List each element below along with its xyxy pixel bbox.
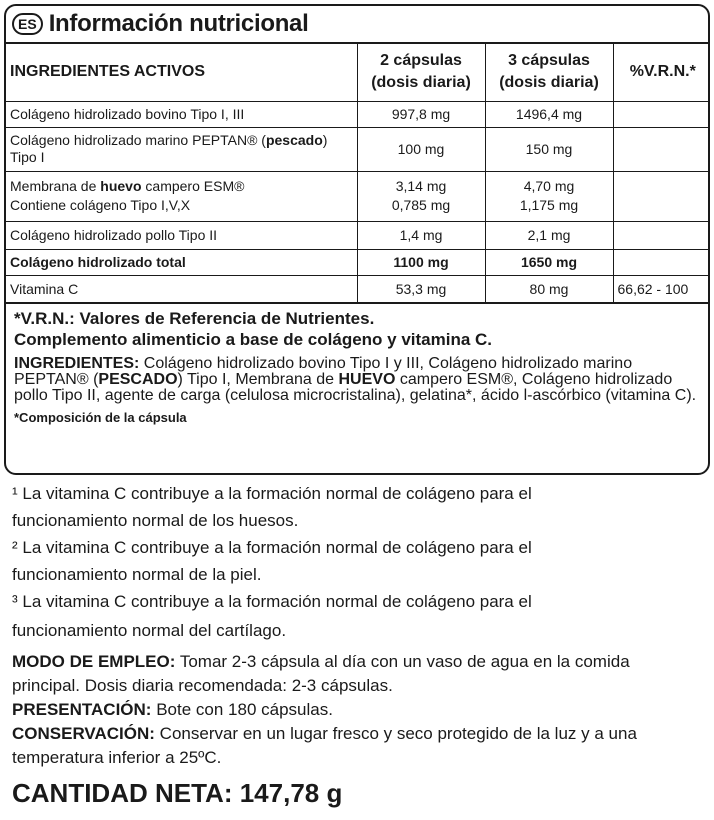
row-name-line1	[10, 177, 353, 196]
row-three-line1: 4,70 mg	[523, 178, 575, 194]
row-two-value: 1,4 mg	[357, 221, 485, 249]
row-two-value: 1100 mg	[357, 249, 485, 275]
footnote-line: funcionamiento normal de la piel.	[12, 565, 262, 584]
usage-mode	[12, 650, 702, 698]
conservation-label: CONSERVACIÓN:	[12, 724, 155, 743]
nutrition-panel	[4, 4, 710, 475]
row-two-line2: 0,785 mg	[391, 197, 451, 213]
row-three-value: 1650 mg	[485, 249, 613, 275]
presentation-label: PRESENTACIÓN:	[12, 700, 152, 719]
panel-title: Información nutricional	[48, 10, 309, 37]
row-name-part: ) Tipo I	[10, 132, 328, 165]
row-name	[6, 171, 357, 221]
row-three-value	[485, 171, 613, 221]
row-vrn-value	[613, 171, 710, 221]
row-name: Colágeno hidrolizado total	[6, 249, 357, 275]
header-two-line1: 2 cápsulas	[380, 52, 462, 70]
table-row-total	[6, 249, 710, 275]
row-two-value: 997,8 mg	[357, 101, 485, 127]
conservation-text: Conservar en un lugar fresco y seco protegido de la luz y a una temperatura inferior a 25ºC.	[12, 724, 637, 767]
row-two-line1: 3,14 mg	[395, 178, 447, 194]
ingredients-part: campero ESM®, Colágeno hidrolizado pollo Tipo II, agente de carga (celulosa microcristalina), gelatina*, ácido l-ascórbico (vitamina C).	[14, 371, 697, 404]
row-vrn-value: 66,62 - 100	[613, 275, 710, 303]
header-three-line1: 3 cápsulas	[508, 52, 590, 70]
row-name-part: Membrana de	[10, 178, 101, 194]
table-row	[6, 221, 710, 249]
allergen-text: PESCADO	[98, 371, 178, 388]
table-header-row	[6, 43, 710, 101]
row-name-line2: Contiene colágeno Tipo I,V,X	[10, 197, 191, 213]
ingredients-part: Colágeno hidrolizado bovino Tipo I y III, Colágeno hidrolizado marino PEPTAN® (	[14, 355, 633, 388]
usage-presentation	[12, 698, 702, 722]
header-two-line2: (dosis diaria)	[371, 74, 471, 92]
row-vrn-value	[613, 249, 710, 275]
row-vrn-value	[613, 127, 710, 171]
ingredients-part: ) Tipo I, Membrana de	[177, 371, 339, 388]
ingredients-text	[14, 356, 700, 404]
row-three-value: 2,1 mg	[485, 221, 613, 249]
vrn-definition: *V.R.N.: Valores de Referencia de Nutrientes.	[14, 309, 375, 328]
row-three-value: 1496,4 mg	[485, 101, 613, 127]
allergen-text: huevo	[100, 178, 142, 194]
panel-notes	[6, 304, 708, 425]
allergen-text: HUEVO	[338, 371, 396, 388]
row-two-value	[357, 171, 485, 221]
footnote-line: funcionamiento normal del cartílago.	[12, 621, 287, 640]
row-name	[6, 127, 357, 171]
table-row	[6, 171, 710, 221]
footnote-line: ¹ La vitamina C contribuye a la formación normal de colágeno para el	[12, 484, 532, 503]
nutrition-table	[6, 42, 710, 304]
usage-section	[12, 650, 702, 770]
row-name: Vitamina C	[6, 275, 357, 303]
header-two-capsules	[357, 43, 485, 101]
row-vrn-value	[613, 221, 710, 249]
row-two-value: 100 mg	[357, 127, 485, 171]
row-name: Colágeno hidrolizado pollo Tipo II	[6, 221, 357, 249]
header-ingredients: INGREDIENTES ACTIVOS	[6, 43, 357, 101]
row-vrn-value	[613, 101, 710, 127]
header-three-capsules	[485, 43, 613, 101]
presentation-text: Bote con 180 cápsulas.	[151, 700, 333, 719]
footnote-line: ³ La vitamina C contribuye a la formación normal de colágeno para el	[12, 592, 532, 611]
row-three-value: 80 mg	[485, 275, 613, 303]
row-three-line2: 1,175 mg	[519, 197, 579, 213]
complement-description: Complemento alimenticio a base de colágeno y vitamina C.	[14, 330, 493, 349]
panel-header	[6, 6, 708, 42]
row-two-value: 53,3 mg	[357, 275, 485, 303]
row-name-part: Colágeno hidrolizado marino PEPTAN® (	[10, 132, 266, 148]
table-row	[6, 127, 710, 171]
header-vrn: %V.R.N.*	[613, 43, 710, 101]
usage-conservation	[12, 722, 702, 770]
below-panel-text	[12, 480, 702, 809]
row-name: Colágeno hidrolizado bovino Tipo I, III	[6, 101, 357, 127]
usage-mode-label: MODO DE EMPLEO:	[12, 652, 176, 671]
capsule-composition-note: *Composición de la cápsula	[14, 410, 187, 425]
usage-mode-text: Tomar 2-3 cápsula al día con un vaso de agua en la comida principal. Dosis diaria recomendada: 2-3 cápsulas.	[12, 652, 630, 695]
header-three-line2: (dosis diaria)	[499, 74, 599, 92]
row-three-value: 150 mg	[485, 127, 613, 171]
allergen-text: pescado	[265, 132, 323, 148]
language-badge: ES	[12, 13, 43, 35]
footnote-line: funcionamiento normal de los huesos.	[12, 511, 299, 530]
footnote-line: ² La vitamina C contribuye a la formación normal de colágeno para el	[12, 538, 532, 557]
table-row	[6, 101, 710, 127]
table-row	[6, 275, 710, 303]
row-name-part: campero ESM®	[141, 178, 245, 194]
net-quantity: CANTIDAD NETA: 147,78 g	[12, 778, 343, 808]
ingredients-label: INGREDIENTES:	[14, 355, 140, 372]
